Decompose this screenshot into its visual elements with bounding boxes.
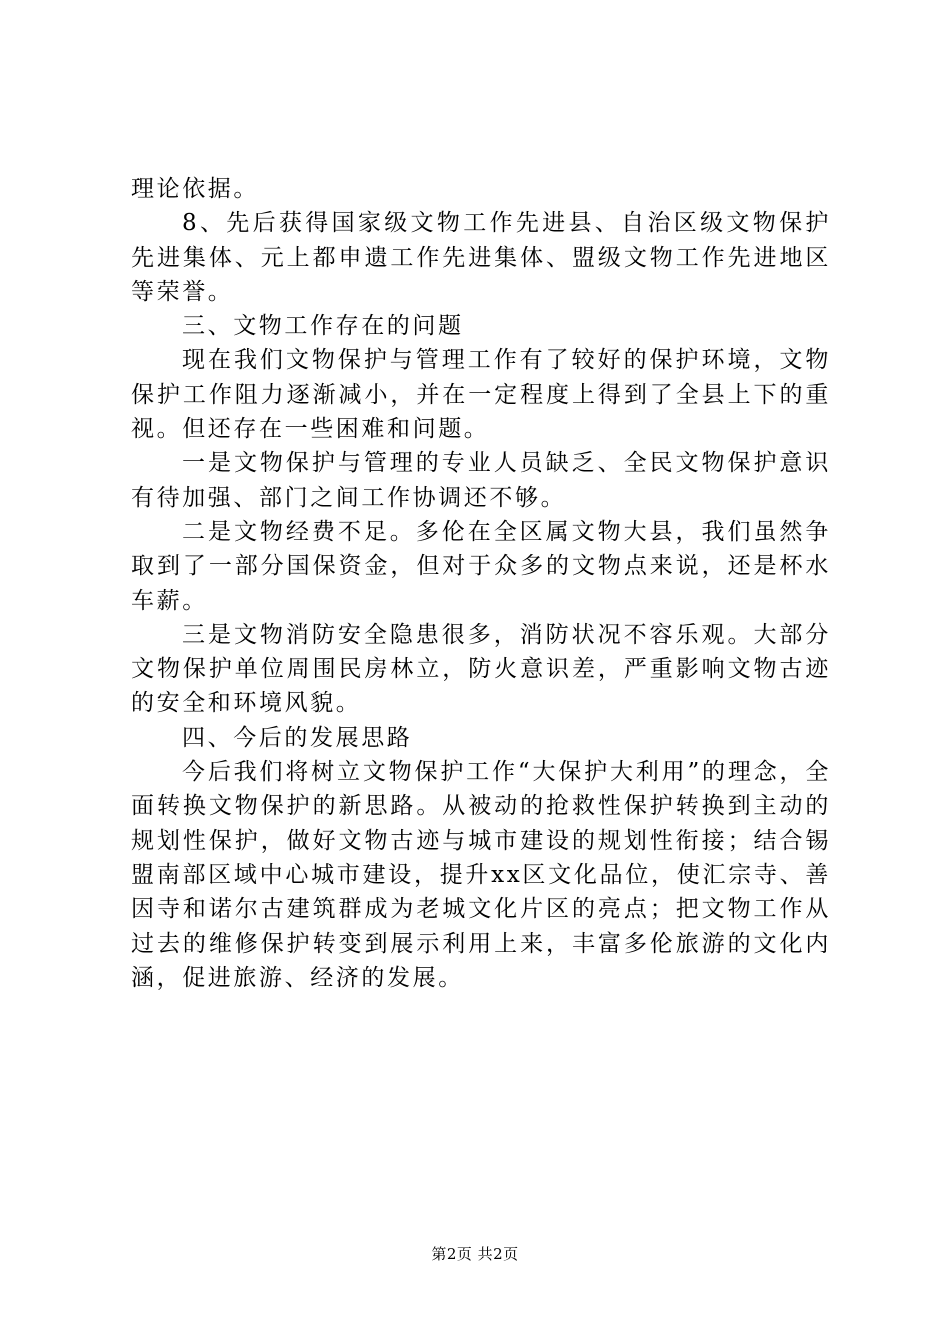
document-body [131,172,831,995]
paragraph-current-situation: 现在我们文物保护与管理工作有了较好的保护环境，文物保护工作阻力逐渐减小，并在一定程度上得到了全县上下的重视。但还存在一些困难和问题。 [131,347,831,443]
paragraph-honors: 8、先后获得国家级文物工作先进县、自治区级文物保护先进集体、元上都申遗工作先进集体、盟级文物工作先进地区等荣誉。 [131,210,831,305]
paragraph-problem-three: 三是文物消防安全隐患很多，消防状况不容乐观。大部分文物保护单位周围民房林立，防火意识差，严重影响文物古迹的安全和环境风貌。 [131,621,831,717]
page-number-footer: 第2页 共2页 [431,1245,519,1263]
paragraph-problem-one: 一是文物保护与管理的专业人员缺乏、全民文物保护意识有待加强、部门之间工作协调还不够。 [131,450,831,511]
section-heading-development: 四、今后的发展思路 [182,724,413,751]
paragraph-continuation: 理论依据。 [131,176,259,202]
section-heading-problems: 三、文物工作存在的问题 [182,313,464,340]
paragraph-development-plan: 今后我们将树立文物保护工作“大保护大利用”的理念，全面转换文物保护的新思路。从被动的抢救性保护转换到主动的规划性保护，做好文物古迹与城市建设的规划性衔接；结合锡盟南部区域中心城市建设，提升xx区文化品位，使汇宗寺、善因寺和诺尔古建筑群成为老城文化片区的亮点；把文物工作从过去的维修保护转变到展示利用上来，丰富多伦旅游的文化内涵，促进旅游、经济的发展。 [131,759,831,991]
paragraph-problem-two: 二是文物经费不足。多伦在全区属文物大县，我们虽然争取到了一部分国保资金，但对于众多的文物点来说，还是杯水车薪。 [131,518,831,614]
